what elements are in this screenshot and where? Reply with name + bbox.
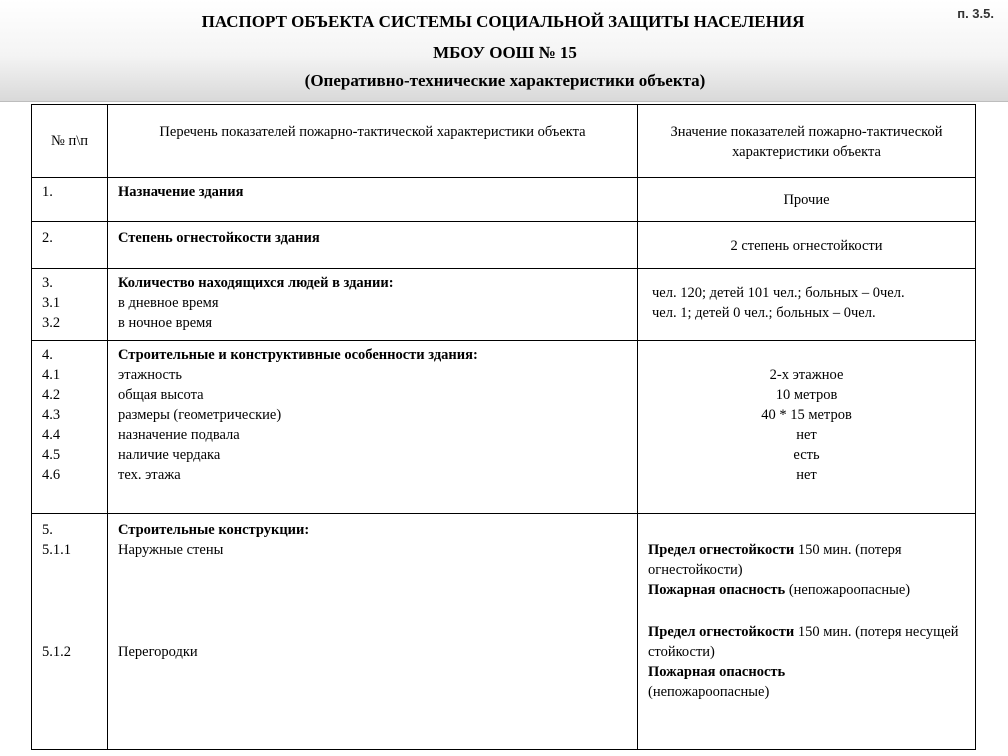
- row-value: Прочие: [638, 178, 976, 222]
- outer-walls-value: Предел огнестойкости 150 мин. (потеря огнестойкости) Пожарная опасность (непожароопасные): [648, 542, 911, 598]
- row-indicator: Назначение здания: [108, 178, 638, 222]
- row-indicator: Степень огнестойкости здания: [108, 222, 638, 269]
- col-header-value: Значение показателей пожарно-тактической характеристики объекта: [638, 105, 976, 178]
- page-number: п. 3.5.: [957, 6, 994, 21]
- row-indicator: Строительные и конструктивные особенности здания: этажность общая высота размеры (геометрические) назначение подвала наличие чердака тех. этажа: [108, 341, 638, 514]
- row-indicator: Строительные конструкции: Наружные стены Перегородки: [108, 514, 638, 750]
- fire-tactical-table: [31, 104, 976, 750]
- row-number: 3. 3.1 3.2: [32, 269, 108, 341]
- table-row: [32, 178, 976, 222]
- row-value: [638, 514, 976, 750]
- partitions-value: Предел огнестойкости 150 мин. (потеря несущей стойкости) Пожарная опасность (непожароопасные): [648, 624, 959, 700]
- header-title-line2: МБОУ ООШ № 15: [433, 43, 577, 62]
- row-number: 2.: [32, 222, 108, 269]
- col-header-indicator: Перечень показателей пожарно-тактической характеристики объекта: [108, 105, 638, 178]
- row-value: 2 степень огнестойкости: [638, 222, 976, 269]
- table-header-row: [32, 105, 976, 178]
- header-title-line3: (Оперативно-технические характеристики объекта): [304, 71, 706, 90]
- table-row: [32, 341, 976, 514]
- header-title-line1: ПАСПОРТ ОБЪЕКТА СИСТЕМЫ СОЦИАЛЬНОЙ ЗАЩИТЫ НАСЕЛЕНИЯ: [201, 12, 805, 31]
- row-number: 4. 4.1 4.2 4.3 4.4 4.5 4.6: [32, 341, 108, 514]
- table-row: [32, 269, 976, 341]
- row-number: 1.: [32, 178, 108, 222]
- row-value: чел. 120; детей 101 чел.; больных – 0чел. чел. 1; детей 0 чел.; больных – 0чел.: [638, 269, 976, 341]
- col-header-num: № п\п: [32, 105, 108, 178]
- page-header: [0, 0, 1008, 102]
- table-row: [32, 514, 976, 750]
- row-value: 2-х этажное 10 метров 40 * 15 метров нет есть нет: [638, 341, 976, 514]
- table-row: [32, 222, 976, 269]
- row-indicator: Количество находящихся людей в здании: в дневное время в ночное время: [108, 269, 638, 341]
- row-number: 5. 5.1.1 5.1.2: [32, 514, 108, 750]
